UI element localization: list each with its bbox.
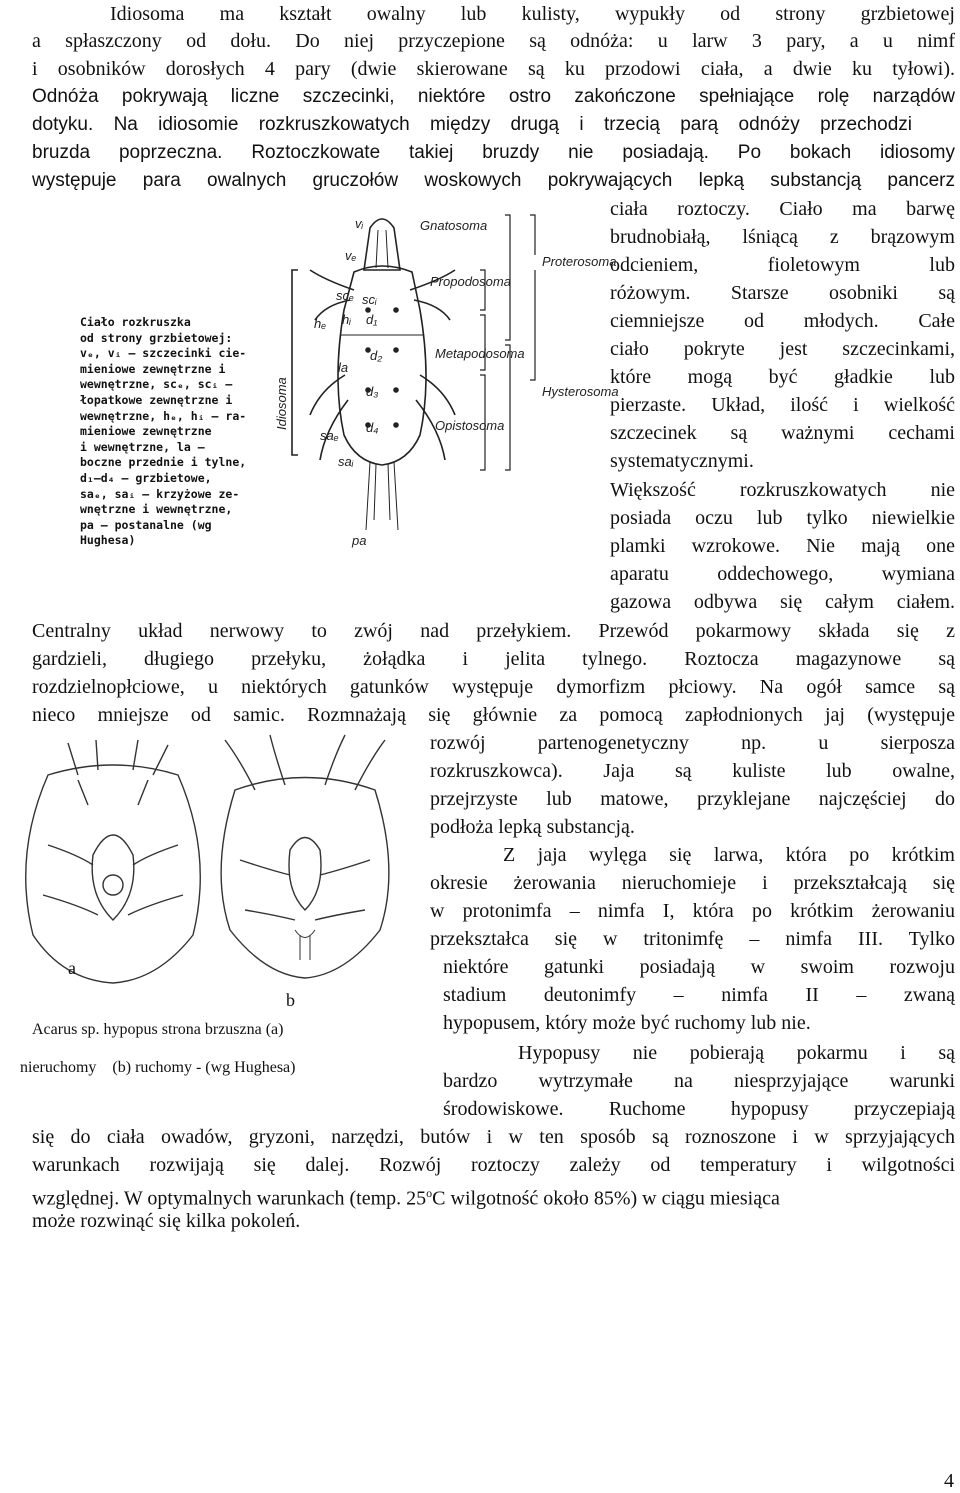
text-line: i osobników dorosłych 4 pary (dwie skierowane są ku przodowi ciała, a dwie ku tyłowi). xyxy=(32,58,955,80)
legend-line: łopatkowe zewnętrzne i xyxy=(80,392,233,407)
temp-text: względnej. W optymalnych warunkach (temp. 25 xyxy=(32,1187,427,1210)
text-line: rozwój partenogenetyczny np. u sierposza xyxy=(430,732,955,754)
label-sci: scᵢ xyxy=(362,292,377,307)
label-d1: d₁ xyxy=(366,312,378,327)
legend-line: vₑ, vᵢ — szczecinki cie- xyxy=(80,346,247,361)
mite-dorsal-diagram xyxy=(270,200,619,560)
text-line: plamki wzrokowe. Nie mają one xyxy=(610,535,955,557)
text-line: w protonimfa – nimfa I, która po krótkim żerowaniu xyxy=(430,900,955,922)
text-line: posiada oczu lub tylko niewielkie xyxy=(610,507,955,529)
label-ve: vₑ xyxy=(345,248,357,263)
legend-line: pa — postanalne (wg xyxy=(80,517,212,532)
text-line: różowym. Starsze osobniki są xyxy=(610,282,955,304)
legend-line: mieniowe zewnętrzne xyxy=(80,424,212,439)
label-vi: vᵢ xyxy=(355,216,364,231)
label-gnatosoma: Gnatosoma xyxy=(420,218,488,233)
text-line: podłoża lepką substancją. xyxy=(430,816,635,838)
text-line: Odnóża pokrywają liczne szczecinki, niektóre ostro zakończone spełniające rolę narządów xyxy=(32,86,955,107)
figure-label-b: b xyxy=(286,990,295,1010)
label-he: hₑ xyxy=(314,316,327,331)
text-line: ciemniejsze od młodych. Całe xyxy=(610,310,955,332)
text-line: a spłaszczony od dołu. Do niej przyczepione są odnóża: u larw 3 pary, a u nimf xyxy=(32,30,955,52)
legend-line: saₑ, saᵢ — krzyżowe ze- xyxy=(80,486,240,501)
label-d4: d₄ xyxy=(366,420,379,435)
legend-line: wewnętrzne, scₑ, scᵢ — xyxy=(80,377,233,392)
legend-line: mieniowe zewnętrzne i xyxy=(80,361,226,376)
text-line: gazowa odbywa się całym ciałem. xyxy=(610,591,955,613)
text-line: Większość rozkruszkowatych nie xyxy=(610,479,955,501)
label-hysterosoma: Hysterosoma xyxy=(542,384,619,399)
figure-caption-line-1: Acarus sp. hypopus strona brzuszna (a) xyxy=(32,1021,284,1038)
label-proterosoma: Proterosoma xyxy=(542,254,617,269)
text-line: które mogą być gładkie lub xyxy=(610,366,955,388)
degree-sup: o xyxy=(426,1186,433,1200)
text-line: odcieniem, fioletowym lub xyxy=(610,254,955,276)
label-sce: scₑ xyxy=(336,288,355,303)
text-line: rozkruszkowca). Jaja są kuliste lub owalne, xyxy=(430,760,955,782)
text-line: ciało pokryte jest szczecinkami, xyxy=(610,338,955,360)
text-line: bardzo wytrzymałe na niesprzyjające warunki xyxy=(443,1070,955,1092)
text-line: ciała roztoczy. Ciało ma barwę xyxy=(610,198,955,220)
label-propodosoma: Propodosoma xyxy=(430,274,511,289)
text-line: występuje para owalnych gruczołów woskowych pokrywających lepką substancją pancerz xyxy=(32,170,955,191)
legend-line: od strony grzbietowej: xyxy=(80,330,233,345)
figure-label-a: a xyxy=(68,958,76,978)
text-line: okresie żerowania nieruchomieje i przekształcają się xyxy=(430,872,955,894)
legend-line: Hughesa) xyxy=(80,533,136,548)
label-metapodosoma: Metapodosoma xyxy=(435,346,525,361)
text-line: nieco mniejsze od samic. Rozmnażają się głównie za pomocą zapłodnionych jaj (występuje xyxy=(32,704,955,726)
label-opistosoma: Opistosoma xyxy=(435,418,505,433)
text-line: brudnobiałą, lśniącą z brązowym xyxy=(610,226,955,248)
text-line: Idiosoma ma kształt owalny lub kulisty, wypukły od strony grzbietowej xyxy=(110,3,955,25)
figure-caption-line-2: nieruchomy (b) ruchomy - (wg Hughesa) xyxy=(20,1059,296,1076)
text-line: Centralny układ nerwowy to zwój nad przełykiem. Przewód pokarmowy składa się z xyxy=(32,620,955,642)
text-line: rozdzielnopłciowe, u niektórych gatunków występuje dymorfizm płciowy. Na ogół samce są xyxy=(32,676,955,698)
text-line: dotyku. Na idiosomie rozkruszkowatych między drugą i trzecią parą odnóży przechodzi xyxy=(32,114,912,135)
legend-line: Ciało rozkruszka xyxy=(80,315,191,329)
page-number: 4 xyxy=(944,1470,954,1492)
label-hi: hᵢ xyxy=(342,312,351,327)
text-line: niektóre gatunki posiadają w swoim rozwoju xyxy=(443,956,955,978)
label-la: la xyxy=(338,360,349,375)
temp-rest: C wilgotność około 85%) w ciągu miesiąca xyxy=(432,1187,780,1210)
legend-line: i wewnętrzne, la — xyxy=(80,439,205,454)
label-sai: saᵢ xyxy=(338,454,354,469)
text-line: systematycznymi. xyxy=(610,450,754,472)
legend-line: wewnętrzne, hₑ, hᵢ — ra- xyxy=(80,408,247,423)
label-idiosoma: Idiosoma xyxy=(274,377,289,430)
text-line: Hypopusy nie pobierają pokarmu i są xyxy=(518,1042,955,1064)
text-line: Z jaja wylęga się larwa, która po krótkim xyxy=(503,844,955,866)
text-line: bruzda poprzeczna. Roztoczkowate takiej bruzdy nie posiadają. Po bokach idiosomy xyxy=(32,142,955,163)
text-line: hypopusem, który może być ruchomy lub nie. xyxy=(443,1012,811,1034)
legend-line: wnętrzne i wewnętrzne, xyxy=(80,502,233,517)
legend-line: d₁—d₄ — grzbietowe, xyxy=(80,470,212,485)
label-pa: pa xyxy=(352,533,367,548)
label-d3: d₃ xyxy=(366,384,379,399)
text-line: się do ciała owadów, gryzoni, narzędzi, butów i w ten sposób są roznoszone i w sprzyjających xyxy=(32,1126,955,1148)
figure-1-legend xyxy=(80,315,270,549)
label-d2: d₂ xyxy=(370,348,383,363)
text-line: stadium deutonimfy – nimfa II – zwaną xyxy=(443,984,955,1006)
text-line: przejrzyste lub matowe, przyklejane najczęściej do xyxy=(430,788,955,810)
text-line: aparatu oddechowego, wymiana xyxy=(610,563,955,585)
text-line: może rozwinąć się kilka pokoleń. xyxy=(32,1210,301,1232)
hypopus-drawing-a xyxy=(8,735,218,1005)
text-line: pierzaste. Układ, ilość i wielkość xyxy=(610,394,955,416)
text-line: przekształca się w tritonimfę – nimfa III. Tylko xyxy=(430,928,955,950)
text-line: gardzieli, długiego przełyku, żołądka i jelita tylnego. Roztocza magazynowe są xyxy=(32,648,955,670)
text-line: szczecinek są ważnymi cechami xyxy=(610,422,955,444)
label-sae: saₑ xyxy=(320,428,339,443)
text-line: środowiskowe. Ruchome hypopusy przyczepiają xyxy=(443,1098,955,1120)
hypopus-drawing-b xyxy=(205,730,405,990)
legend-line: boczne przednie i tylne, xyxy=(80,455,247,470)
text-line: warunkach rozwijają się dalej. Rozwój roztoczy zależy od temperatury i wilgotności xyxy=(32,1154,955,1176)
